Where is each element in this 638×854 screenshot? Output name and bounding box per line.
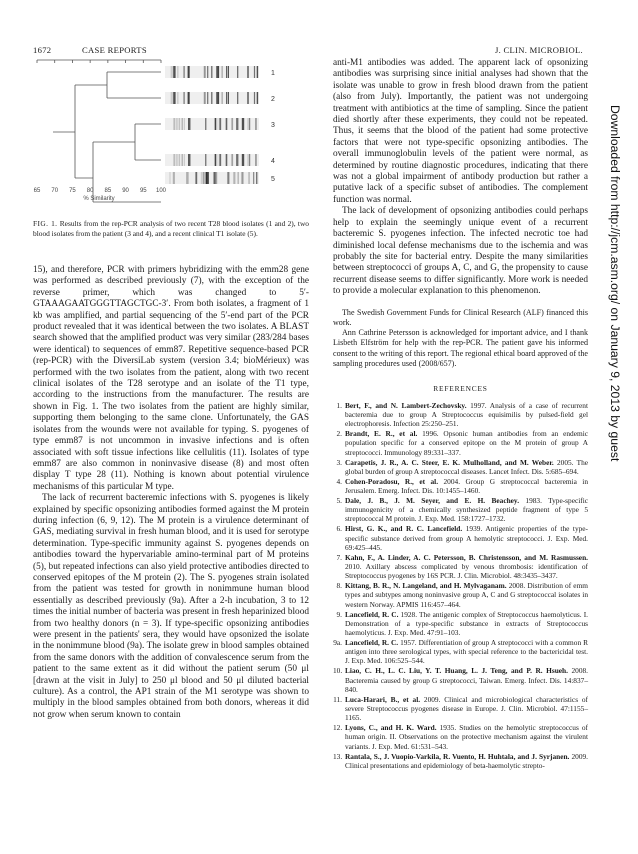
band: [216, 118, 217, 130]
reference-authors: Lyons, C., and H. K. Ward.: [345, 723, 437, 733]
reference-item: [333, 666, 588, 694]
axis-tick-label: 70: [51, 188, 59, 194]
band: [226, 66, 227, 78]
reference-authors: Luca-Harari, B., et al.: [345, 694, 421, 704]
journal-name: J. CLIN. MICROBIOL.: [494, 45, 583, 55]
reference-number: 10.: [333, 666, 343, 676]
reference-number: 12.: [333, 723, 343, 733]
band: [179, 154, 181, 166]
band: [205, 154, 206, 166]
reference-number: 1.: [336, 400, 342, 410]
reference-authors: Lancefield, R. C.: [345, 637, 399, 647]
reference-number: 8.: [336, 581, 342, 591]
band: [173, 172, 175, 184]
reference-item: [333, 752, 588, 770]
lane-1: [165, 66, 259, 78]
band: [241, 172, 243, 184]
section-title: CASE REPORTS: [82, 45, 147, 55]
band: [237, 172, 239, 184]
band: [242, 118, 244, 130]
reference-authors: Cohen-Poradosu, R., et al.: [345, 476, 439, 486]
lane-numbers: [271, 70, 275, 183]
dendrogram-tree: [53, 72, 161, 202]
band: [214, 172, 216, 184]
acknowledgment-paragraph: The Swedish Government Funds for Clinical Research (ALF) financed this work.: [333, 307, 588, 327]
lane-number: 2: [271, 96, 275, 103]
reference-number: 7.: [336, 552, 342, 562]
reference-item: [333, 638, 588, 666]
body-paragraph: The lack of recurrent bacteremic infections with S. pyogenes is likely explained by specific opsonizing antibodies formed against the M protein during infection (6, 9, 12). The M protein is a virulence determinant of GAS, mediating survival in fresh human blood, and it is used for serotype determination. Type-specific immunity against S. pyogenes depends on antibodies toward the hypervariable amino-terminal part of M proteins (5), but repeated infections can also yield protective antibodies directed to conserved epitopes of the M protein (2). The S. pyogenes strain isolated from the patient was tested for growth in nonimmune human blood essentially as described previously (9a). After a 2-h incubation, 3 to 12 times the initial number of bacteria was present in fresh heparinized blood from two healthy donors (n = 3). If type-specific opsonizing antibodies were present in the patients' sera, they would have opsonized the isolate in the nonimmune blood (9a). The isolate grew in blood samples obtained from the same donors with the addition of convalescence serum from the patient to the same extent as it did without the patient serum (50 μl [drawn at the visit in July] to 250 μl blood and 50 μl diluted bacterial culture). As a control, the AP1 strain of the M1 serotype was shown to multiply in the blood samples obtained from both donors, whereas it did not grow when serum known to contain: [33, 493, 309, 720]
reference-item: [333, 496, 588, 524]
band: [228, 66, 229, 78]
body-paragraph: anti-M1 antibodies was added. The apparent lack of opsonizing antibodies was surprising since initial analyses had shown that the isolate was unable to grow in fresh blood drawn from the patient (also from July). Importantly, the patient was not undergoing treatment with antibiotics at the time of sampling. Since the patient died shortly after these experiments, they could not be repeated. Thus, it seems that the blood of the patient had some protective factors that were not type-specific opsonizing antibodies. The overall immunoglobulin levels of the patient were normal, as determined by routine diagnostic procedures, indicating that there was not a global impairment of antibody production but rather a putative lack of a specific subset of antibodies. The complement function was normal.: [333, 58, 588, 205]
band: [231, 118, 233, 130]
band: [215, 154, 216, 166]
acknowledgments: [333, 308, 588, 370]
band: [216, 92, 217, 104]
reference-text: 1957. Differentiation of group A streptococci with a common R antigen into three serological types, with special reference to the bactericidal test. J. Exp. Med. 106:525–544.: [345, 637, 588, 666]
band: [233, 172, 234, 184]
band: [183, 66, 184, 78]
band: [170, 172, 171, 184]
reference-authors: Bert, F., and N. Lambert-Zechovsky.: [345, 400, 467, 410]
band: [249, 172, 250, 184]
band: [219, 118, 221, 130]
band: [253, 172, 254, 184]
page-number: 1672: [33, 45, 52, 55]
band: [222, 92, 223, 104]
band: [226, 118, 227, 130]
band: [173, 154, 175, 166]
figure-caption: [33, 219, 309, 238]
download-watermark: [598, 105, 628, 655]
reference-item: [333, 429, 588, 457]
reference-text: 1928. The antigenic complex of Streptococcus haemolyticus. I. Demonstration of a type-specific substance in extracts of Streptococcus haemolyticus. J. Exp. Med. 47:91–103.: [345, 609, 588, 637]
body-paragraph: 15), and therefore, PCR with primers hybridizing with the emm28 gene was performed as described previously (7), with the exception of the reverse primer, which was changed to 5′-GTAAAGAATGGGTTAGCTGC-3′. From both isolates, a fragment of 1 kb was amplified, and partial sequencing of the 5′-end part of the PCR product revealed that it was identical between the two isolates. A BLAST search showed that the amplified product was very similar (283/284 bases were identical) to sequences of emm87. Repetitive sequence-based PCR (rep-PCR) with the DiversiLab system (version 3.4; bioMérieux) was performed with the two isolates from the patient, along with two recent clinical isolates of the T28 serotype and an isolate of the T1 type, according to the instructions from the manufacturer. The results are shown in Fig. 1. The two isolates from the patient are highly similar, supporting them belonging to the same clone. Unfortunately, the GAS isolates from the wounds were not available for typing. S. pyogenes of type emm87 is not uncommon in invasive infections and is often associated with soft tissue infections like cellulitis (11). Isolates of type emm87 are also common in noninvasive disease (8) and most often display T type 28 (11). Nothing is known about potential virulence mechanisms of this particular M type.: [33, 265, 309, 492]
reference-item: [333, 401, 588, 429]
lane-2: [165, 92, 259, 104]
reference-authors: Rantala, S., J. Vuopio-Varkila, R. Vuento, H. Huhtala, and J. Syrjanen.: [345, 751, 570, 761]
reference-text: 1935. Studies on the hemolytic streptococcus of human origin. II. Observations on the protective mechanism against the virulent variants. J. Exp. Med. 61:531–543.: [345, 723, 588, 751]
reference-number: 5.: [336, 495, 342, 505]
reference-text: 2009. Clinical and microbiological characteristics of severe Streptococcus pyogenes disease in Europe. J. Clin. Microbiol. 47:1155–1165.: [345, 694, 588, 723]
band: [182, 118, 184, 130]
band: [242, 154, 244, 166]
axis-tick-label: 90: [122, 188, 129, 194]
figure-label: FIG. 1.: [33, 219, 58, 228]
axis-tick-label: 100: [155, 188, 167, 194]
reference-number: 9a.: [333, 637, 342, 647]
figure-caption-text: Results from the rep-PCR analysis of two recent T28 blood isolates (1 and 2), two blood isolates from the patient (3 and 4), and a recent clinical T1 isolate (5).: [33, 219, 309, 238]
band: [195, 172, 197, 184]
band: [247, 66, 248, 78]
band: [171, 92, 173, 104]
left-column-body: [33, 265, 309, 721]
band: [184, 154, 185, 166]
reference-text: 2010. Axillary abscess complicated by venous thrombosis: identification of Streptococcus pyogenes by 16S PCR. J. Clin. Microbiol. 48:3435–3437.: [345, 561, 588, 581]
similarity-axis: [37, 60, 161, 63]
reference-text: 2005. The global burden of group A streptococcal diseases. Lancet Infect. Dis. 5:685–694.: [345, 457, 588, 476]
band: [204, 92, 206, 104]
band: [206, 172, 208, 184]
band: [212, 92, 213, 104]
band: [179, 118, 181, 130]
axis-tick-label: 65: [33, 188, 41, 194]
axis-tick-label: 80: [86, 188, 94, 194]
reference-item: [333, 477, 588, 495]
band: [173, 92, 175, 104]
reference-text: 1939. Antigenic properties of the type-specific substance derived from group A hemolytic streptococci. J. Exp. Med. 69:425–445.: [345, 524, 588, 552]
axis-tick-label: 75: [69, 188, 76, 194]
lane-4: [165, 154, 259, 166]
band: [236, 118, 238, 130]
reference-number: 6.: [336, 524, 342, 534]
references-heading: REFERENCES: [433, 384, 488, 394]
reference-list: [333, 401, 588, 770]
band: [216, 154, 217, 166]
band: [207, 66, 208, 78]
reference-number: 11.: [333, 694, 342, 704]
band: [226, 154, 227, 166]
band: [216, 66, 217, 78]
reference-item: [333, 723, 588, 751]
band: [248, 118, 249, 130]
band: [176, 118, 177, 130]
lane-number: 3: [271, 122, 275, 129]
band: [255, 154, 257, 166]
band: [247, 92, 248, 104]
reference-item: [333, 695, 588, 723]
lane-5: [165, 172, 259, 184]
rep-pcr-dendrogram-figure: [33, 58, 309, 206]
reference-authors: Lancefield, R. C.: [345, 609, 399, 619]
band: [256, 172, 257, 184]
band: [177, 66, 178, 78]
reference-text: 2004. Group G streptococcal bacteremia in Jerusalem. Emerg. Infect. Dis. 10:1455–1460.: [345, 476, 589, 495]
band: [184, 118, 185, 130]
lane-number: 4: [271, 158, 275, 165]
band: [189, 118, 190, 130]
band: [248, 154, 249, 166]
band: [237, 66, 238, 78]
reference-number: 2.: [336, 429, 342, 439]
reference-authors: Hirst, G. K., and R. C. Lancefield.: [345, 524, 463, 534]
reference-number: 13.: [333, 751, 343, 761]
reference-authors: Dale, J. B., J. M. Seyer, and E. H. Beachey.: [345, 495, 520, 505]
band: [218, 66, 220, 78]
band: [201, 172, 203, 184]
acknowledgment-paragraph: Ann Cathrine Petersson is acknowledged for important advice, and I thank Lisbeth Elfström for help with the rep-PCR. The patient gave his informed consent to the writing of this report. The regional ethical board approved of the sampling procedures used (2008/657).: [333, 328, 588, 369]
band: [177, 92, 178, 104]
reference-item: [333, 581, 588, 609]
band: [203, 172, 205, 184]
reference-authors: Kittang, B. R., N. Langeland, and H. Mylvaganam.: [345, 581, 507, 591]
band: [236, 154, 238, 166]
band: [189, 154, 190, 166]
lane-3: [165, 118, 259, 130]
band: [257, 66, 258, 78]
band: [205, 118, 206, 130]
band: [255, 118, 257, 130]
band: [207, 172, 209, 184]
axis-label: % Similarity: [83, 196, 115, 202]
axis-tick-label: 95: [139, 188, 147, 194]
band: [173, 66, 175, 78]
reference-number: 3.: [336, 457, 342, 467]
band: [234, 172, 235, 184]
reference-authors: Brandt, E. R., et al.: [345, 429, 418, 439]
band: [215, 118, 216, 130]
band: [218, 92, 220, 104]
band: [219, 154, 221, 166]
band: [188, 92, 190, 104]
band: [227, 172, 229, 184]
band: [186, 172, 187, 184]
band: [231, 154, 233, 166]
band: [173, 118, 175, 130]
band: [212, 66, 213, 78]
band: [228, 92, 229, 104]
body-paragraph: The lack of development of opsonizing antibodies could perhaps help to explain the seemingly unique event of a recurrent bacteremic S. pyogenes infection. The infected necrotic toe had diminished local defense mechanisms due to the ischemia and was probably the site for bacterial entry. Despite the many similarities between streptococci of groups A, C, and G, the propensity to cause recurrent disease seems to differ significantly. More work is needed to provide a molecular explanation to this phenomenon.: [333, 206, 588, 297]
reference-text: 2008. Distribution of emm types and subtypes among noninvasive group A, C and G streptococcal isolates in western Norway. APMIS 116:457–464.: [345, 581, 588, 609]
reference-authors: Liao, C. H., L. C. Liu, Y. T. Huang, L. J. Teng, and P. R. Hsueh.: [345, 666, 568, 676]
band: [188, 172, 189, 184]
reference-item: [333, 610, 588, 638]
reference-text: 2009. Clinical presentations and epidemiology of beta-haemolytic strepto-: [345, 751, 588, 770]
lane-number: 1: [271, 70, 275, 77]
band: [226, 92, 227, 104]
band: [171, 66, 173, 78]
band: [207, 92, 208, 104]
band: [254, 66, 255, 78]
band: [176, 154, 177, 166]
lane-background: [165, 172, 259, 184]
reference-item: [333, 553, 588, 581]
band: [204, 66, 206, 78]
reference-authors: Carapetis, J. R., A. C. Steer, E. K. Mulholland, and M. Weber.: [345, 457, 554, 467]
band: [182, 154, 184, 166]
reference-text: 2008. Bacteremia caused by group G streptococci, Taiwan. Emerg. Infect. Dis. 14:837–840.: [345, 666, 589, 694]
reference-text: 1997. Analysis of a case of recurrent bacteremia due to group A Streptococcus equisimilis by pulsed-field gel electrophoresis. Infection 25:250–251.: [345, 400, 588, 429]
reference-number: 9.: [336, 609, 342, 619]
axis-tick-label: 85: [104, 188, 112, 194]
right-column-body: [333, 58, 588, 771]
band: [254, 92, 255, 104]
band: [188, 66, 190, 78]
band: [222, 66, 223, 78]
lane-number: 5: [271, 176, 275, 183]
band: [183, 92, 184, 104]
download-note: Downloaded from http://jcm.asm.org/ on January 9, 2013 by guest: [608, 105, 622, 462]
reference-number: 4.: [336, 476, 342, 486]
reference-text: 1983. Type-specific immunogenicity of a chemically synthesized peptide fragment of type 5 streptococcal M protein. J. Exp. Med. 158:1727–1732.: [345, 495, 589, 524]
band: [257, 92, 258, 104]
reference-item: [333, 524, 588, 552]
band: [216, 172, 217, 184]
band: [237, 92, 238, 104]
reference-item: [333, 458, 588, 476]
reference-authors: Kahn, F., A. Linder, A. C. Petersson, B. Christensson, and M. Rasmussen.: [345, 552, 588, 562]
band-pattern-lanes: [165, 66, 259, 184]
reference-text: 1996. Opsonic human antibodies from an endemic population specific for a conserved epitope on the M protein of group A streptococci. Immunology 89:331–337.: [345, 429, 589, 457]
